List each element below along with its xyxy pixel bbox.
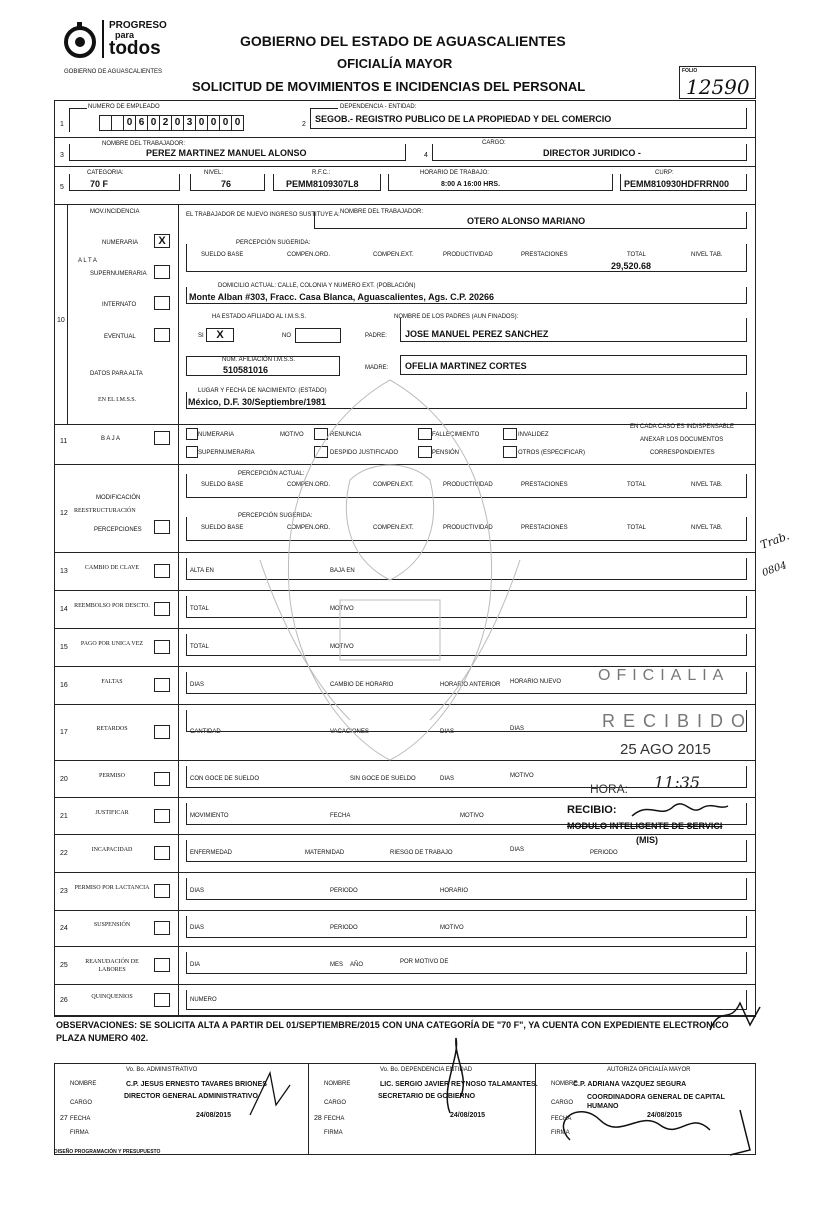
signature-role-label: CARGO — [70, 1100, 93, 1106]
stamp-line-2: RECIBIDO — [602, 711, 754, 731]
current-prod-label: PRODUCTIVIDAD — [443, 482, 493, 488]
row-field-label-2: SIN GOCE DE SUELDO — [350, 775, 416, 782]
observations-text: OBSERVACIONES: SE SOLICITA ALTA A PARTIR DEL 01/SEPTIEMBRE/2015 CON UNA CATEGORÍA DE "70 F", YA CUENTA CON EXPEDIENTE ELECTRONICO — [56, 1020, 729, 1030]
row-field[interactable] — [186, 952, 747, 974]
stamp-hour: 11:35 — [654, 773, 701, 792]
rfc-field[interactable] — [273, 174, 381, 191]
category-field[interactable] — [69, 174, 180, 191]
row-field-label-2: FECHA — [330, 812, 351, 819]
current-ext-label: COMPEN.EXT. — [373, 482, 414, 488]
address-label: DOMICILIO ACTUAL: CALLE, COLONIA Y NUMERO EXT. (POBLACIÓN) — [218, 283, 416, 289]
alta-data-label: DATOS PARA ALTA — [90, 371, 143, 377]
row-number: 28 — [314, 1115, 322, 1122]
row-checkbox[interactable] — [154, 884, 170, 898]
row-checkbox[interactable] — [154, 993, 170, 1007]
logo-emblem-icon — [64, 20, 98, 60]
received-by-label: RECIBIO: — [567, 804, 617, 816]
row-field-label-2: MOTIVO — [330, 644, 354, 650]
row-number: 15 — [60, 644, 68, 651]
row-field-label: DIAS — [190, 682, 205, 688]
signature-date-label: FECHA — [70, 1116, 91, 1122]
ext-comp-label: COMPEN.EXT. — [373, 252, 414, 258]
invalidez-label: INVALIDEZ — [518, 432, 549, 438]
worker-name-value: PEREZ MARTINEZ MANUEL ALONSO — [146, 148, 307, 158]
folio-label: FOLIO — [682, 68, 698, 74]
position-value: DIRECTOR JURIDICO - — [543, 148, 641, 158]
signature-name-label: NOMBRE — [70, 1081, 97, 1087]
modification-label: MODIFICACIÓN — [96, 495, 141, 501]
row-field-label-2: MATERNIDAD — [305, 850, 345, 856]
row-field[interactable] — [186, 840, 747, 862]
yes-label: SI — [198, 333, 204, 339]
no-label: NO — [282, 333, 291, 339]
row-field-label-5: PERIODO — [590, 850, 618, 856]
row-field-label: CANTIDAD — [190, 729, 221, 735]
replaced-worker-field[interactable] — [314, 212, 747, 229]
current-pay-label: PERCEPCIÓN ACTUAL: — [238, 471, 305, 477]
stamp-line-1: OFICIALIA — [598, 667, 730, 684]
signature-head: Vo. Bo. ADMINISTRATIVO — [126, 1067, 198, 1073]
fallecimiento-label: FALLECIMIENTO — [432, 432, 480, 438]
otros-label: OTROS (ESPECIFICAR) — [518, 450, 586, 456]
row-checkbox[interactable] — [154, 725, 170, 739]
signature-role-label: CARGO — [324, 1100, 347, 1106]
row-field-label: DIA — [190, 962, 201, 968]
row-field-label-3: DIAS — [440, 729, 455, 735]
doc-title-1: GOBIERNO DEL ESTADO DE AGUASCALIENTES — [240, 33, 566, 49]
row-field-label: ALTA EN — [190, 568, 214, 574]
row-field-label-3: HORARIO — [440, 888, 469, 894]
current-tab-label: NIVEL TAB. — [691, 482, 723, 488]
signature-date: 24/08/2015 — [450, 1112, 486, 1119]
stamp-hour-label: HORA: — [590, 782, 629, 796]
row-field-label-2: VACACIONES — [330, 729, 369, 735]
note-line-3: CORRESPONDIENTES — [650, 450, 715, 456]
new-ord-label: COMPEN.ORD. — [287, 525, 331, 531]
row-label: PAGO POR UNICA VEZ — [80, 641, 144, 647]
row-label: SUSPENSIÓN — [93, 922, 131, 928]
schedule-value: 8:00 A 16:00 HRS. — [441, 181, 501, 188]
signature-date-label: FECHA — [324, 1116, 345, 1122]
internato-checkbox[interactable] — [154, 296, 170, 310]
row-number: 14 — [60, 606, 68, 613]
baja-motive-label: MOTIVO — [280, 432, 304, 438]
row-field-label: DIAS — [190, 925, 205, 931]
logo-text-2: para — [115, 30, 135, 40]
signature-date: 24/08/2015 — [196, 1112, 232, 1119]
margin-note-1: Trab. — [758, 529, 792, 552]
address-field[interactable] — [186, 287, 747, 304]
employee-digit: 3 — [184, 116, 196, 130]
imss-label: EN EL I.M.S.S. — [98, 397, 137, 403]
schedule-field[interactable] — [388, 174, 613, 191]
employee-digit: 0 — [172, 116, 184, 130]
row-field-label-3: AÑO — [350, 962, 364, 968]
signature-head: Vo. Bo. DEPENDENCIA ENTIDAD — [380, 1067, 473, 1073]
row-field-label-2: PERIODO — [330, 888, 358, 894]
row-label: FALTAS — [101, 679, 123, 685]
new-tab-label: NIVEL TAB. — [691, 525, 723, 531]
row-label: QUINQUENIOS — [91, 994, 133, 1000]
row-label: CAMBIO DE CLAVE — [84, 565, 140, 571]
employee-digit: 0 — [148, 116, 160, 130]
baja-checkbox[interactable] — [154, 431, 170, 445]
row-checkbox[interactable] — [154, 921, 170, 935]
current-total-label: TOTAL — [627, 482, 646, 488]
father-field[interactable] — [400, 318, 747, 342]
total-label: TOTAL — [627, 252, 646, 258]
row-number: 22 — [60, 850, 68, 857]
row-number: 23 — [60, 888, 68, 895]
curp-label: CURP: — [655, 170, 674, 176]
row-field-label: MOVIMIENTO — [190, 812, 229, 819]
ord-comp-label: COMPEN.ORD. — [287, 252, 331, 258]
pension-label: PENSIÓN — [432, 450, 460, 456]
worker-name-field[interactable] — [69, 144, 406, 161]
rfc-value: PEMM8109307L8 — [286, 179, 359, 189]
row-label: JUSTIFICAR — [95, 809, 129, 816]
row-field-label-3: MOTIVO — [460, 812, 484, 819]
suggested-pay-field[interactable] — [186, 244, 747, 272]
baja-label: B A J A — [101, 436, 121, 442]
row-number: 27 — [60, 1115, 68, 1122]
row-field-label-4: MOTIVO — [510, 772, 534, 779]
employee-digit: 6 — [136, 116, 148, 130]
current-base-label: SUELDO BASE — [201, 482, 244, 488]
signature-name-label: NOMBRE — [324, 1081, 351, 1087]
address-value: Monte Alban #303, Fracc. Casa Blanca, Aguascalientes, Ags. C.P. 20266 — [189, 292, 494, 302]
new-benefits-label: PRESTACIONES — [521, 525, 568, 531]
margin-note-2: 0804 — [760, 560, 789, 580]
signature-name: LIC. SERGIO JAVIER REYNOSO TALAMANTES. — [380, 1081, 538, 1088]
yes-checkbox[interactable]: X — [206, 328, 234, 342]
birth-value: México, D.F. 30/Septiembre/1981 — [188, 397, 327, 407]
employee-digit: 0 — [196, 116, 208, 130]
folio-box — [679, 66, 756, 99]
row-field-label: NUMERO — [190, 997, 217, 1003]
current-benefits-label: PRESTACIONES — [521, 482, 568, 488]
signature-date-label: FECHA — [551, 1116, 572, 1122]
row-number: 11 — [60, 438, 68, 445]
row-number: 4 — [424, 152, 428, 159]
numeraria-label: NUMERARIA — [102, 240, 139, 246]
employee-digit — [112, 116, 124, 130]
employee-digit: 0 — [232, 116, 244, 130]
note-line-2: ANEXAR LOS DOCUMENTOS — [640, 437, 724, 443]
row-label: PERMISO — [98, 772, 125, 779]
observations-text-2: PLAZA NUMERO 402. — [56, 1033, 149, 1043]
row-checkbox[interactable] — [154, 678, 170, 692]
row-field-label: ENFERMEDAD — [190, 850, 233, 856]
footer-text: DISEÑO PROGRAMACIÓN Y PRESUPUESTO — [54, 1149, 161, 1155]
row-number: 21 — [60, 812, 68, 820]
signature-3-icon — [540, 1070, 760, 1160]
signature-sign-label: FIRMA — [551, 1130, 570, 1136]
current-ord-label: COMPEN.ORD. — [287, 482, 331, 488]
row-label: PERMISO POR LACTANCIA — [74, 885, 150, 891]
mother-label: MADRE: — [365, 365, 389, 371]
employee-number-field[interactable] — [99, 115, 244, 131]
despido-label: DESPIDO JUSTIFICADO — [330, 450, 399, 456]
baja-supernumeraria-checkbox[interactable] — [186, 446, 198, 458]
row-checkbox[interactable] — [154, 602, 170, 616]
doc-title-2: OFICIALÍA MAYOR — [337, 56, 453, 71]
doc-title-3: SOLICITUD DE MOVIMIENTOS E INCIDENCIAS DEL PERSONAL — [192, 79, 586, 94]
row-field-label-2: MES — [330, 962, 344, 968]
movement-label: MOV.INCIDENCIA — [90, 209, 140, 215]
signature-role: DIRECTOR GENERAL ADMINISTRATIVO — [124, 1093, 258, 1100]
base-salary-label: SUELDO BASE — [201, 252, 244, 258]
row-field-label-3: HORARIO ANTERIOR — [440, 682, 501, 688]
parents-label: NOMBRE DE LOS PADRES (AUN FINADOS): — [394, 314, 519, 320]
module-text: MODULO INTELIGENTE DE SERVICI — [567, 821, 723, 831]
row-field-label-2: MOTIVO — [330, 606, 354, 612]
folio-number: 12590 — [686, 75, 750, 99]
curp-value: PEMM810930HDFRRN00 — [624, 179, 730, 189]
internato-label: INTERNATO — [102, 302, 137, 308]
schedule-label: HORARIO DE TRABAJO: — [420, 170, 489, 176]
row-field-label-4: POR MOTIVO DE — [400, 959, 449, 965]
row-field-label-2: BAJA EN — [330, 568, 355, 574]
replaces-label: EL TRABAJADOR DE NUEVO INGRESO SUSTITUYE A: — [186, 212, 340, 218]
row-checkbox[interactable] — [154, 640, 170, 654]
signature-sign-label: FIRMA — [70, 1130, 89, 1136]
row-number: 2 — [302, 121, 306, 128]
baja-supernumeraria-label: SUPERNUMERARIA — [198, 450, 255, 456]
row-number: 13 — [60, 568, 68, 575]
baja-numeraria-label: NUMERARIA — [198, 432, 235, 438]
affiliation-number-label: NUM. AFILIACIÓN I.M.S.S. — [222, 357, 296, 363]
row-field-label-4: HORARIO NUEVO — [510, 679, 562, 685]
signature-sign-label: FIRMA — [324, 1130, 343, 1136]
row-field[interactable] — [186, 990, 747, 1010]
row-checkbox[interactable] — [154, 846, 170, 860]
row-field-label: TOTAL — [190, 606, 209, 612]
received-signature-icon — [630, 796, 730, 822]
supernumeraria-label: SUPERNUMERARIA — [90, 271, 147, 277]
dependency-value: SEGOB.- REGISTRO PUBLICO DE LA PROPIEDAD Y DEL COMERCIO — [315, 114, 612, 124]
signature-name: C.P. JESUS ERNESTO TAVARES BRIONES — [126, 1081, 267, 1088]
row-number: 24 — [60, 925, 68, 932]
dependency-field[interactable] — [310, 108, 747, 129]
row-number: 10 — [57, 317, 65, 324]
birth-label: LUGAR Y FECHA DE NACIMIENTO: (ESTADO) — [198, 388, 327, 394]
row-number: 12 — [60, 510, 68, 517]
position-label: CARGO: — [482, 140, 506, 146]
level-field[interactable] — [190, 174, 265, 191]
eventual-label: EVENTUAL — [104, 334, 136, 340]
row-field-label-3: RIESGO DE TRABAJO — [390, 850, 453, 856]
note-line-1: EN CADA CASO ES INDISPENSABLE — [630, 424, 735, 430]
signature-1-icon — [240, 1065, 300, 1125]
curp-field[interactable] — [620, 174, 747, 191]
row-field-label-4: DIAS — [510, 726, 525, 732]
new-base-label: SUELDO BASE — [201, 525, 244, 531]
signature-role: SECRETARIO DE GOBIERNO — [378, 1093, 476, 1100]
row-number: 17 — [60, 729, 68, 736]
row-field[interactable] — [186, 916, 747, 938]
percepciones-label: PERCEPCIONES — [94, 527, 142, 533]
benefits-label: PRESTACIONES — [521, 252, 568, 258]
worker-name-label: NOMBRE DEL TRABAJADOR: — [102, 141, 186, 147]
new-prod-label: PRODUCTIVIDAD — [443, 525, 493, 531]
row-label: REEMBOLSO POR DESCTO. — [74, 603, 150, 609]
employee-digit — [100, 116, 112, 130]
logo — [64, 20, 174, 78]
mis-text: (MIS) — [636, 835, 658, 845]
numeraria-checkbox[interactable]: X — [154, 234, 170, 248]
row-field-label-2: PERIODO — [330, 925, 358, 931]
restructuring-label: REESTRUCTURACIÓN — [74, 508, 136, 514]
row-checkbox[interactable] — [154, 772, 170, 786]
logo-subtitle: GOBIERNO DE AGUASCALIENTES — [64, 69, 163, 75]
row-field-label-3: DIAS — [440, 775, 455, 782]
row-number: 20 — [60, 775, 68, 783]
row-field-label: TOTAL — [190, 644, 209, 650]
suggested-pay-label: PERCEPCIÓN SUGERIDA: — [236, 240, 311, 246]
employee-digit: 2 — [160, 116, 172, 130]
signature-head: AUTORIZA OFICIALÍA MAYOR — [607, 1067, 691, 1073]
new-pay-label: PERCEPCIÓN SUGERIDA: — [238, 513, 313, 519]
row-number: 1 — [60, 121, 64, 128]
received-stamp — [590, 660, 754, 800]
category-value: 70 F — [90, 179, 109, 189]
row-label: REANUDACIÓN DE LABORES — [85, 959, 139, 974]
affiliation-number-value: 510581016 — [223, 365, 269, 375]
supernumeraria-checkbox[interactable] — [154, 265, 170, 279]
signature-2-icon — [420, 1028, 490, 1118]
stamp-date: 25 AGO 2015 — [620, 741, 711, 758]
father-label: PADRE: — [365, 333, 387, 339]
signature-role-label: CARGO — [551, 1100, 574, 1106]
row-number: 5 — [60, 184, 64, 191]
signature-name: C.P. ADRIANA VAZQUEZ SEGURA — [573, 1081, 687, 1088]
total-value: 29,520.68 — [611, 261, 652, 271]
employee-digit: 0 — [124, 116, 136, 130]
dependency-label: DEPENDENCIA - ENTIDAD: — [340, 104, 417, 110]
category-label: CATEGORIA: — [87, 170, 124, 176]
new-total-label: TOTAL — [627, 525, 646, 531]
replaced-worker-label: NOMBRE DEL TRABAJADOR: — [340, 209, 424, 215]
rfc-label: R.F.C.: — [312, 170, 331, 176]
row-field-label-4: DIAS — [510, 847, 525, 853]
logo-text-3: todos — [109, 38, 161, 59]
productivity-label: PRODUCTIVIDAD — [443, 252, 493, 258]
row-number: 25 — [60, 962, 68, 969]
row-field-label: DIAS — [190, 888, 205, 894]
row-number: 3 — [60, 152, 64, 159]
row-checkbox[interactable] — [154, 564, 170, 578]
signature-top-icon — [700, 995, 770, 1035]
coat-of-arms-watermark-icon — [200, 360, 580, 780]
baja-numeraria-checkbox[interactable] — [186, 428, 198, 440]
row-number: 26 — [60, 997, 68, 1004]
eventual-checkbox[interactable] — [154, 328, 170, 342]
signature-role: COORDINADORA GENERAL DE CAPITAL HUMANO — [587, 1094, 725, 1111]
position-field[interactable] — [432, 144, 747, 161]
alta-label: A L T A — [78, 258, 97, 264]
replaced-worker-value: OTERO ALONSO MARIANO — [467, 216, 586, 226]
signature-date: 24/08/2015 — [647, 1112, 683, 1119]
row-checkbox[interactable] — [154, 809, 170, 823]
mother-value: OFELIA MARTINEZ CORTES — [405, 361, 527, 371]
row-label: INCAPACIDAD — [91, 847, 133, 853]
row-number: 16 — [60, 682, 68, 689]
tab-level-label: NIVEL TAB. — [691, 252, 723, 258]
row-label: RETARDOS — [96, 726, 128, 732]
row-field[interactable] — [186, 878, 747, 900]
row-field-label: CON GOCE DE SUELDO — [190, 775, 260, 782]
no-checkbox[interactable] — [295, 328, 341, 343]
signature-name-label: NOMBRE — [551, 1081, 578, 1087]
percepciones-checkbox[interactable] — [154, 520, 170, 534]
new-ext-label: COMPEN.EXT. — [373, 525, 414, 531]
imss-affiliated-label: HA ESTADO AFILIADO AL I.M.S.S. — [212, 314, 307, 320]
level-label: NIVEL: — [204, 170, 224, 176]
row-checkbox[interactable] — [154, 958, 170, 972]
logo-text-1: PROGRESO — [109, 20, 167, 31]
father-value: JOSE MANUEL PEREZ SANCHEZ — [405, 329, 549, 339]
renuncia-label: RENUNCIA — [330, 432, 362, 438]
row-field-label-2: CAMBIO DE HORARIO — [330, 682, 394, 688]
employee-digit: 0 — [208, 116, 220, 130]
row-field-label-3: MOTIVO — [440, 925, 464, 931]
level-value: 76 — [221, 179, 232, 189]
employee-digit: 0 — [220, 116, 232, 130]
employee-number-label: NUMERO DE EMPLEADO — [88, 104, 160, 110]
